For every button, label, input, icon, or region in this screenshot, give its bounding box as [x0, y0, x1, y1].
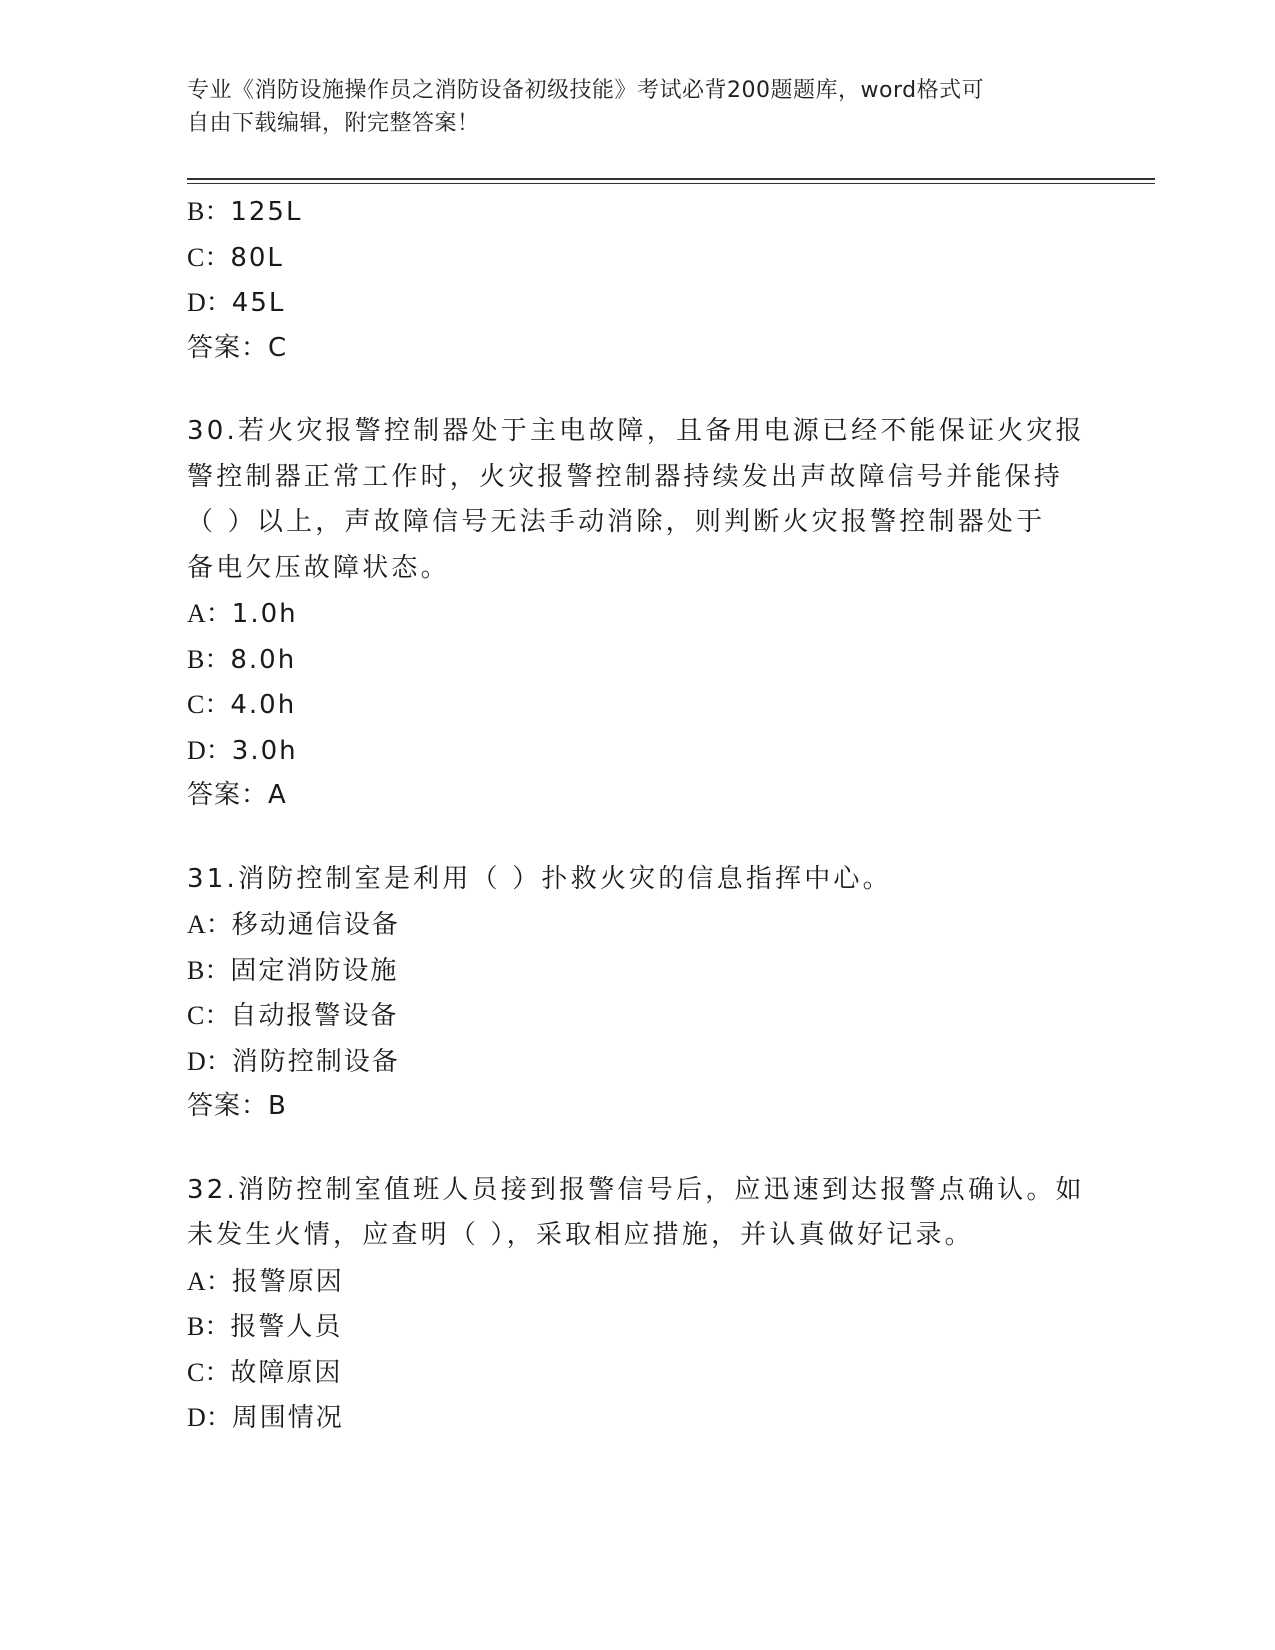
question-31 — [187, 857, 1087, 1130]
option-c: C：自动报警设备 — [187, 1001, 399, 1031]
option-a: A：报警原因 — [187, 1266, 344, 1297]
document-body — [187, 189, 1087, 1441]
header-divider — [187, 178, 1155, 180]
option-d: D：45L — [187, 288, 286, 318]
answer-line: 答案：A — [187, 780, 287, 810]
question-32 — [187, 1168, 1087, 1441]
question-29-continued — [187, 189, 1087, 371]
option-b: B：固定消防设施 — [187, 955, 399, 986]
answer-line: 答案：B — [187, 1091, 287, 1121]
option-c: C：4.0h — [187, 690, 297, 720]
document-header — [187, 74, 1067, 140]
option-d: D：消防控制设备 — [187, 1046, 400, 1077]
header-line-1: 专业《消防设施操作员之消防设备初级技能》考试必背200题题库，word格式可 — [187, 78, 985, 103]
option-b: B：8.0h — [187, 644, 297, 675]
option-a: A：移动通信设备 — [187, 910, 400, 940]
option-d: D：3.0h — [187, 735, 298, 766]
question-stem: 30.若火灾报警控制器处于主电故障，且备用电源已经不能保证火灾报 警控制器正常工作时，火灾报警控制器持续发出声故障信号并能保持 （ ）以上，声故障信号无法手动消除，则判断火灾报警控制器处于 备电欠压故障状态。 — [187, 416, 1085, 583]
question-stem: 32.消防控制室值班人员接到报警信号后，应迅速到达报警点确认。如 未发生火情，应查明（ ），采取相应措施，并认真做好记录。 — [187, 1174, 1085, 1250]
option-d: D：周围情况 — [187, 1403, 344, 1433]
option-b: B：报警人员 — [187, 1312, 343, 1342]
header-line-2: 自由下载编辑，附完整答案！ — [187, 111, 480, 136]
header-divider-thin — [187, 183, 1155, 184]
question-stem: 31.消防控制室是利用（ ）扑救火灾的信息指挥中心。 — [187, 863, 892, 894]
option-a: A：1.0h — [187, 599, 298, 629]
answer-line: 答案：C — [187, 332, 288, 363]
option-c: C：80L — [187, 242, 284, 273]
option-c: C：故障原因 — [187, 1357, 343, 1388]
option-b: B：125L — [187, 197, 303, 227]
question-30 — [187, 409, 1087, 819]
